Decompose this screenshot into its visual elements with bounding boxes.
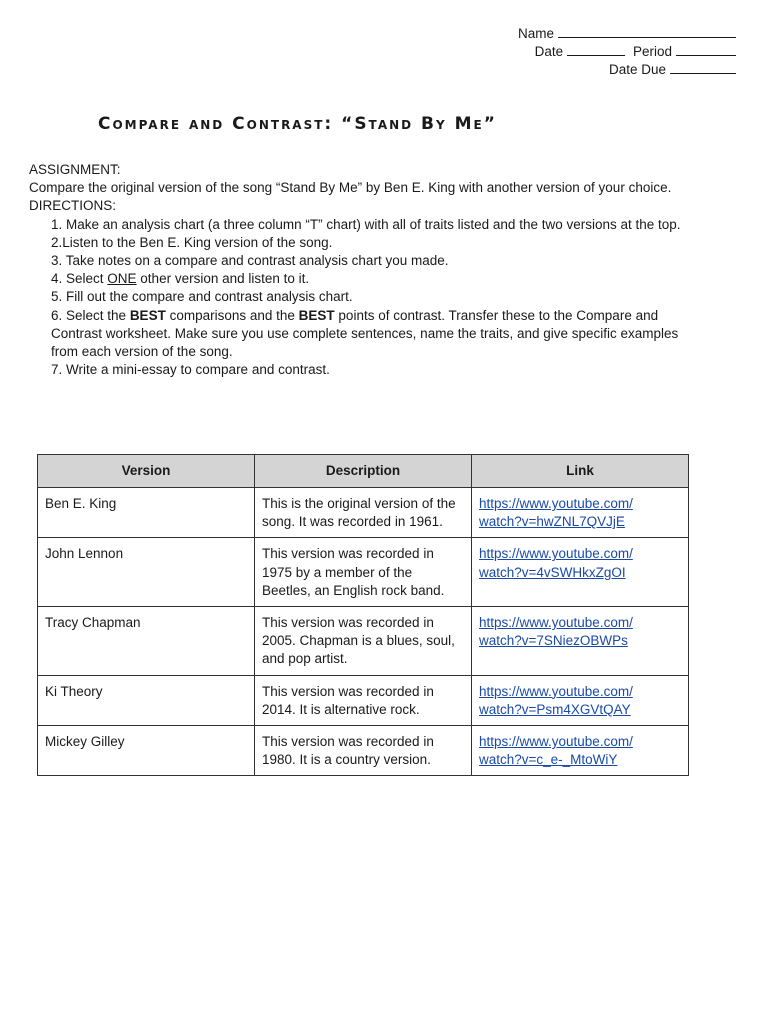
version-cell: John Lennon — [38, 538, 255, 607]
table-row — [38, 607, 689, 676]
youtube-link-line-1[interactable]: https://www.youtube.com/ — [479, 683, 633, 699]
instructions — [29, 161, 709, 379]
versions-table — [37, 454, 689, 776]
table-row — [38, 488, 689, 538]
youtube-link-line-2[interactable]: watch?v=c_e-_MtoWiY — [479, 752, 618, 768]
version-cell: Mickey Gilley — [38, 726, 255, 776]
link-cell — [472, 726, 689, 776]
link-cell — [472, 607, 689, 676]
direction-step-4 — [51, 270, 709, 288]
date-label: Date — [534, 44, 564, 59]
step4-prefix: 4. Select — [51, 271, 108, 287]
description-cell: This is the original version of the song. It was recorded in 1961. — [255, 488, 472, 538]
date-due-line — [518, 61, 736, 79]
date-period-line — [518, 43, 736, 61]
direction-step-1: 1. Make an analysis chart (a three column “T” chart) with all of traits listed and the two versions at the top. — [51, 216, 681, 232]
table-row — [38, 538, 689, 607]
version-cell: Ki Theory — [38, 675, 255, 725]
table-header-row — [38, 455, 689, 488]
youtube-link-line-1[interactable]: https://www.youtube.com/ — [479, 734, 633, 750]
date-due-blank[interactable] — [670, 61, 736, 74]
date-blank[interactable] — [567, 43, 625, 56]
description-cell: This version was recorded in 2014. It is alternative rock. — [255, 675, 472, 725]
step6-part-d: points of contrast. Transfer these to the Compare and Contrast worksheet. Make sure you use complete sentences, name the traits, and give specific examples from each version of the song. — [51, 307, 679, 360]
name-line — [518, 25, 736, 43]
direction-step-5: 5. Fill out the compare and contrast analysis chart. — [51, 289, 353, 305]
description-cell: This version was recorded in 1975 by a member of the Beetles, an English rock band. — [255, 538, 472, 607]
direction-step-2: 2.Listen to the Ben E. King version of the song. — [51, 234, 333, 250]
step6-part-c: comparisons and the — [165, 307, 299, 323]
date-due-label: Date Due — [608, 62, 666, 77]
youtube-link-line-2[interactable]: watch?v=Psm4XGVtQAY — [479, 701, 631, 717]
step6-best-1: BEST — [129, 307, 166, 323]
description-cell: This version was recorded in 2005. Chapman is a blues, soul, and pop artist. — [255, 607, 472, 676]
page-title: Compare and Contrast: “Stand By Me” — [98, 114, 497, 134]
version-cell: Tracy Chapman — [38, 607, 255, 676]
direction-step-6 — [51, 307, 709, 362]
direction-step-3: 3. Take notes on a compare and contrast analysis chart you made. — [51, 253, 449, 269]
header-version: Version — [38, 455, 255, 488]
header-link: Link — [472, 455, 689, 488]
table-row — [38, 675, 689, 725]
period-blank[interactable] — [676, 43, 736, 56]
name-label: Name — [517, 26, 554, 41]
directions-list — [29, 216, 709, 380]
table-row — [38, 726, 689, 776]
link-cell — [472, 675, 689, 725]
assignment-heading: ASSIGNMENT: — [29, 162, 121, 177]
description-cell: This version was recorded in 1980. It is a country version. — [255, 726, 472, 776]
step6-best-2: BEST — [298, 307, 335, 323]
youtube-link-line-2[interactable]: watch?v=4vSWHkxZgOI — [479, 564, 626, 580]
period-label: Period — [632, 44, 672, 59]
link-cell — [472, 488, 689, 538]
directions-heading: DIRECTIONS: — [29, 198, 117, 214]
step4-suffix: other version and listen to it. — [136, 271, 310, 287]
assignment-text: Compare the original version of the song “Stand By Me” by Ben E. King with another version of your choice. — [29, 180, 672, 196]
link-cell — [472, 538, 689, 607]
step6-part-a: 6. Select the — [51, 307, 130, 323]
step4-emphasis: ONE — [107, 271, 137, 287]
youtube-link-line-1[interactable]: https://www.youtube.com/ — [479, 496, 633, 511]
direction-step-7: 7. Write a mini-essay to compare and contrast. — [51, 362, 330, 378]
name-blank[interactable] — [558, 25, 736, 38]
version-cell: Ben E. King — [38, 488, 255, 538]
header-description: Description — [255, 455, 472, 488]
youtube-link-line-2[interactable]: watch?v=7SNiezOBWPs — [479, 633, 628, 649]
youtube-link-line-1[interactable]: https://www.youtube.com/ — [479, 546, 633, 562]
youtube-link-line-2[interactable]: watch?v=hwZNL7QVJjE — [479, 514, 625, 530]
youtube-link-line-1[interactable]: https://www.youtube.com/ — [479, 615, 633, 631]
student-info-header — [518, 25, 736, 79]
